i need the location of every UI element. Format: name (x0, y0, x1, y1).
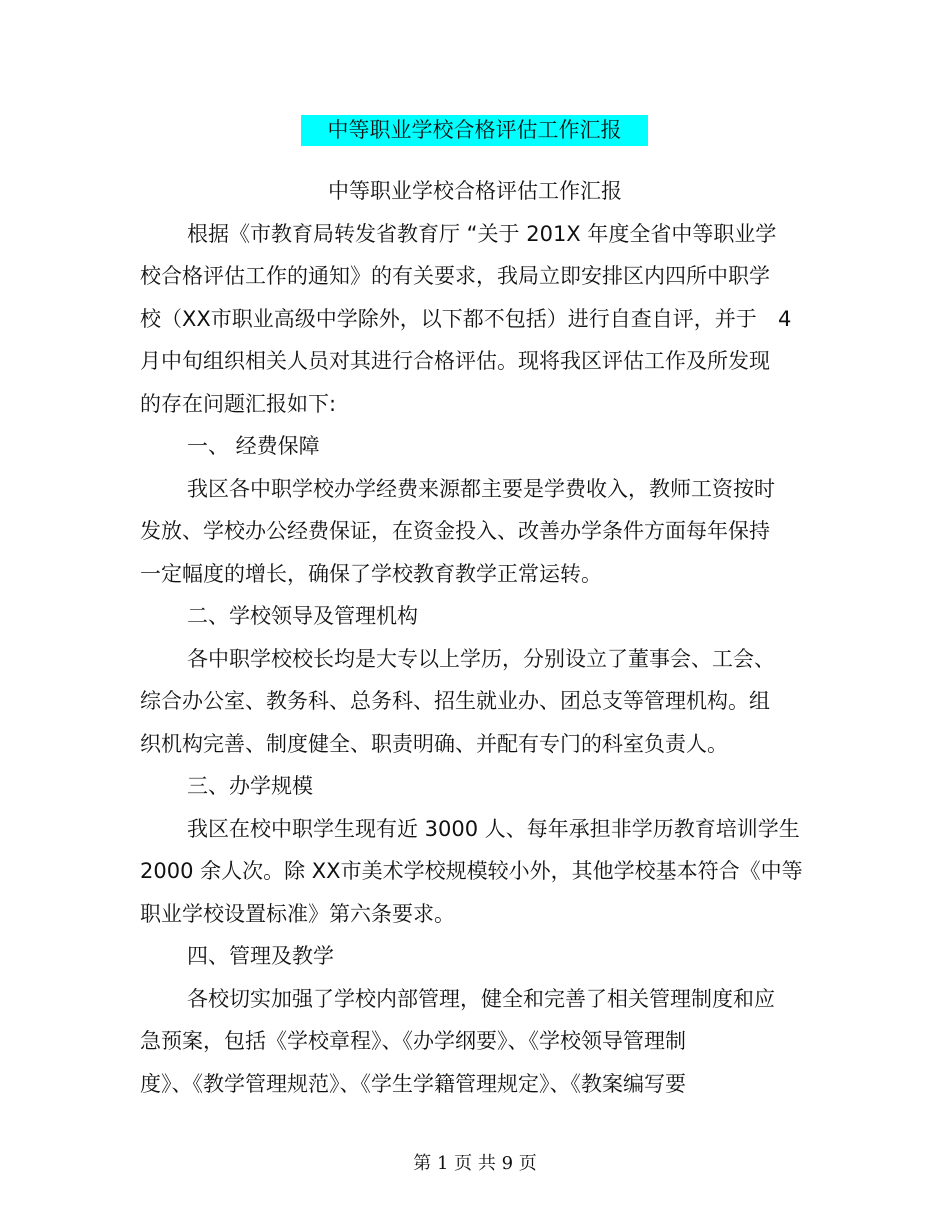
body-line-13: 2000 余人次。除 XX市美术学校规模较小外，其他学校基本符合《中等 (140, 859, 803, 883)
body-line-3-tail: 4 (778, 307, 792, 331)
section-heading-2: 二、学校领导及管理机构 (187, 604, 418, 628)
body-line-17: 度》、《教学管理规范》、《学生学籍管理规定》、《教案编写要 (140, 1072, 686, 1096)
body-line-16: 急预案，包括《学校章程》、《办学纲要》、《学校领导管理制 (140, 1029, 686, 1053)
section-heading-3: 三、办学规模 (187, 774, 313, 798)
section-heading-1: 一、 经费保障 (187, 434, 320, 458)
body-line-15: 各校切实加强了学校内部管理，健全和完善了相关管理制度和应 (187, 987, 775, 1011)
body-line-4: 月中旬组织相关人员对其进行合格评估。现将我区评估工作及所发现 (140, 349, 770, 373)
page-footer: 第 1 页 共 9 页 (413, 1153, 537, 1174)
body-line-14: 职业学校设置标准》第六条要求。 (140, 902, 455, 926)
body-line-9: 各中职学校校长均是大专以上学历，分别设立了董事会、工会、 (187, 647, 775, 671)
body-line-6: 我区各中职学校办学经费来源都主要是学费收入，教师工资按时 (187, 477, 775, 501)
section-heading-4: 四、管理及教学 (187, 944, 334, 968)
body-line-11: 织机构完善、制度健全、职责明确、并配有专门的科室负责人。 (140, 732, 728, 756)
body-line-1: 根据《市教育局转发省教育厅 “关于 201X 年度全省中等职业学 (187, 222, 777, 246)
document-title: 中等职业学校合格评估工作汇报 (301, 115, 648, 146)
document-subtitle: 中等职业学校合格评估工作汇报 (328, 179, 622, 203)
body-line-8: 一定幅度的增长，确保了学校教育教学正常运转。 (140, 562, 602, 586)
body-line-3: 校（XX市职业高级中学除外，以下都不包括）进行自查自评，并于 (140, 307, 757, 331)
body-line-12: 我区在校中职学生现有近 3000 人、每年承担非学历教育培训学生 (187, 817, 800, 841)
body-line-10: 综合办公室、教务科、总务科、招生就业办、团总支等管理机构。组 (140, 689, 770, 713)
body-line-7: 发放、学校办公经费保证，在资金投入、改善办学条件方面每年保持 (140, 519, 770, 543)
body-line-2: 校合格评估工作的通知》的有关要求，我局立即安排区内四所中职学 (140, 264, 770, 288)
body-line-5: 的存在问题汇报如下: (140, 392, 337, 416)
